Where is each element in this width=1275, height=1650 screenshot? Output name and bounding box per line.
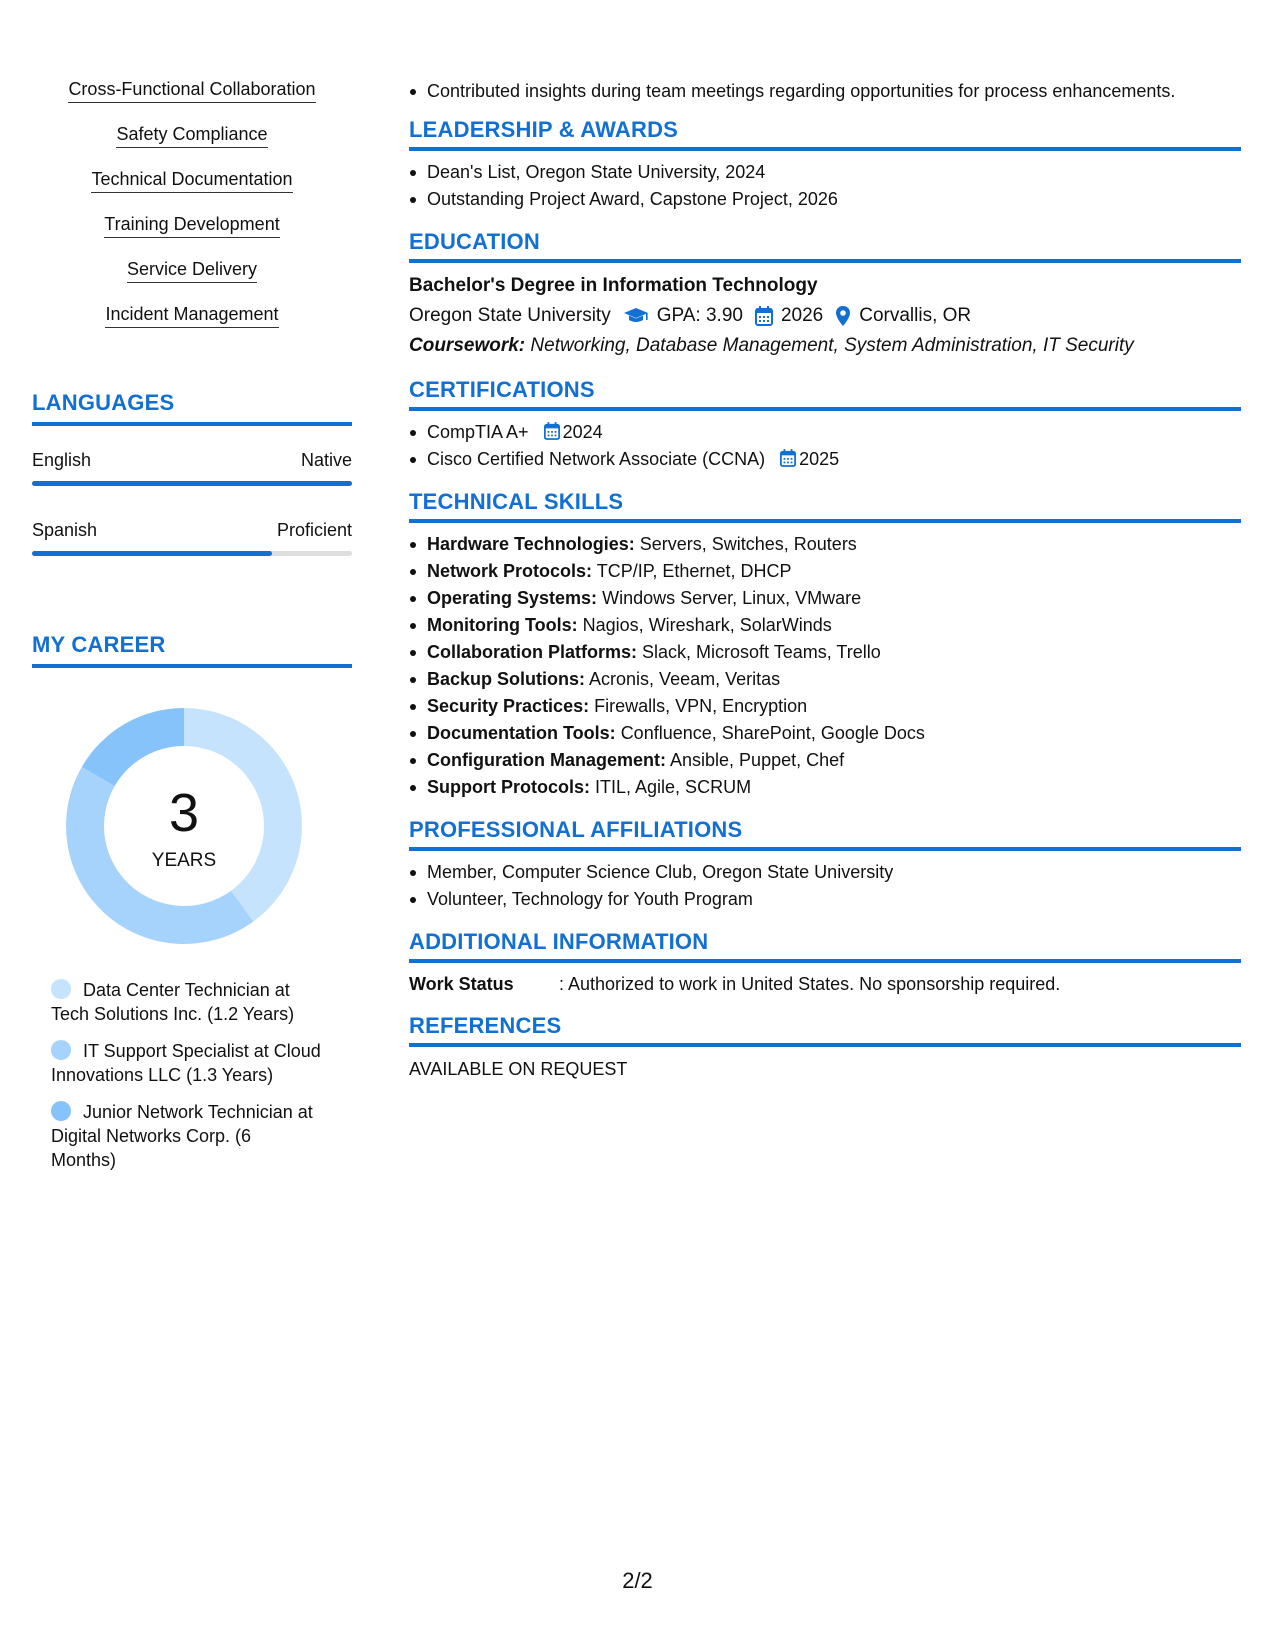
certification-item (409, 446, 1241, 473)
technical-skill-label: Operating Systems: (427, 588, 598, 608)
leadership-heading: LEADERSHIP & AWARDS (409, 117, 1241, 151)
legend-label: IT Support Specialist at Cloud Innovations LLC (1.3 Years) (51, 1041, 321, 1085)
gpa: GPA: 3.90 (656, 305, 743, 326)
work-status-label: Work Status (409, 974, 514, 994)
certification-year: 2024 (562, 422, 603, 442)
language-proficiency-fill (32, 481, 352, 486)
technical-skills-heading: TECHNICAL SKILLS (409, 489, 1241, 523)
technical-skill-label: Configuration Management: (427, 750, 666, 770)
technical-skill-item (409, 693, 1241, 720)
calendar-icon (544, 422, 560, 440)
graduation-cap-icon (623, 307, 649, 325)
certification-item (409, 419, 1241, 446)
language-proficiency-bar (32, 481, 352, 486)
technical-skill-value: TCP/IP, Ethernet, DHCP (596, 561, 792, 581)
certification-name: CompTIA A+ (427, 422, 529, 442)
certifications-heading: CERTIFICATIONS (409, 377, 1241, 411)
skill-item: Service Delivery (127, 258, 257, 283)
technical-skill-value: Acronis, Veeam, Veritas (589, 669, 781, 689)
skill-row (32, 258, 352, 303)
references-heading: REFERENCES (409, 1013, 1241, 1047)
work-status-row (409, 971, 1241, 997)
career-donut-chart (64, 706, 304, 946)
affiliations-heading: PROFESSIONAL AFFILIATIONS (409, 817, 1241, 851)
certification-name: Cisco Certified Network Associate (CCNA) (427, 449, 766, 469)
legend-item (51, 1039, 321, 1087)
skill-item: Technical Documentation (91, 168, 292, 193)
affiliations-list (409, 859, 1241, 913)
certifications-list (409, 419, 1241, 473)
leadership-item: Dean's List, Oregon State University, 2024 (409, 159, 1241, 186)
technical-skill-value: Firewalls, VPN, Encryption (594, 696, 808, 716)
language-spanish (32, 520, 352, 556)
skills-list (32, 78, 352, 348)
coursework (409, 331, 1241, 361)
work-status-value: : Authorized to work in United States. No sponsorship required. (559, 974, 1061, 994)
technical-skill-item (409, 531, 1241, 558)
leadership-list (409, 159, 1241, 213)
career-total-unit: YEARS (151, 850, 217, 871)
affiliation-item: Member, Computer Science Club, Oregon State University (409, 859, 1241, 886)
legend-label: Data Center Technician at Tech Solutions Inc. (1.2 Years) (51, 980, 295, 1024)
skill-row (32, 168, 352, 213)
technical-skill-label: Documentation Tools: (427, 723, 616, 743)
skill-item: Training Development (104, 213, 279, 238)
technical-skill-label: Security Practices: (427, 696, 590, 716)
coursework-list: Networking, Database Management, System Administration, IT Security (530, 335, 1134, 356)
donut-segment (82, 708, 184, 786)
education-heading: EDUCATION (409, 229, 1241, 263)
language-proficiency-fill (32, 551, 272, 556)
legend-dot (51, 979, 71, 999)
certification-year: 2025 (799, 449, 840, 469)
languages-heading: LANGUAGES (32, 390, 352, 426)
career-legend (51, 978, 321, 1185)
additional-info-heading: ADDITIONAL INFORMATION (409, 929, 1241, 963)
technical-skill-item (409, 666, 1241, 693)
language-proficiency-bar (32, 551, 352, 556)
technical-skill-value: Slack, Microsoft Teams, Trello (642, 642, 881, 662)
location-pin-icon (835, 305, 851, 327)
legend-label: Junior Network Technician at Digital Networks Corp. (6 Months) (51, 1102, 313, 1170)
right-column (409, 78, 1241, 1083)
school-name: Oregon State University (409, 305, 611, 326)
left-column (32, 78, 352, 1170)
experience-bullet: Contributed insights during team meetings regarding opportunities for process enhancements. (409, 78, 1241, 105)
career-total-number: 3 (168, 783, 200, 843)
technical-skill-item (409, 774, 1241, 801)
technical-skill-value: Windows Server, Linux, VMware (602, 588, 862, 608)
affiliation-item: Volunteer, Technology for Youth Program (409, 886, 1241, 913)
degree-title: Bachelor's Degree in Information Technology (409, 275, 818, 296)
technical-skill-value: Confluence, SharePoint, Google Docs (620, 723, 925, 743)
language-english (32, 450, 352, 486)
skill-item: Safety Compliance (116, 123, 267, 148)
skill-row (32, 123, 352, 168)
technical-skill-label: Support Protocols: (427, 777, 590, 797)
school-location: Corvallis, OR (859, 305, 972, 326)
technical-skill-item (409, 612, 1241, 639)
legend-item (51, 1100, 321, 1172)
technical-skill-item (409, 585, 1241, 612)
page-number: 2/2 (622, 1568, 653, 1593)
donut-segment (184, 708, 302, 921)
legend-dot (51, 1040, 71, 1060)
language-name: English (32, 450, 92, 470)
language-level: Proficient (276, 520, 352, 540)
technical-skill-item (409, 558, 1241, 585)
technical-skill-item (409, 639, 1241, 666)
career-heading: MY CAREER (32, 632, 352, 668)
technical-skills-list (409, 531, 1241, 801)
education-details (409, 301, 1241, 331)
legend-item (51, 978, 321, 1026)
skill-row (32, 303, 352, 348)
technical-skill-label: Backup Solutions: (427, 669, 586, 689)
calendar-icon (755, 306, 773, 326)
calendar-icon (780, 449, 796, 467)
technical-skill-item (409, 720, 1241, 747)
technical-skill-item (409, 747, 1241, 774)
skill-row (32, 78, 352, 123)
coursework-label: Coursework: (409, 335, 526, 356)
technical-skill-label: Network Protocols: (427, 561, 593, 581)
technical-skill-value: Servers, Switches, Routers (639, 534, 857, 554)
language-level: Native (300, 450, 352, 470)
skill-item: Incident Management (105, 303, 278, 328)
leadership-item: Outstanding Project Award, Capstone Project, 2026 (409, 186, 1241, 213)
experience-bullets (409, 78, 1241, 105)
skill-row (32, 213, 352, 258)
technical-skill-value: Nagios, Wireshark, SolarWinds (582, 615, 832, 635)
graduation-year: 2026 (780, 305, 824, 326)
language-name: Spanish (32, 520, 98, 540)
technical-skill-label: Monitoring Tools: (427, 615, 578, 635)
technical-skill-label: Collaboration Platforms: (427, 642, 638, 662)
skill-item: Cross-Functional Collaboration (68, 78, 315, 103)
technical-skill-value: Ansible, Puppet, Chef (670, 750, 845, 770)
technical-skill-value: ITIL, Agile, SCRUM (595, 777, 752, 797)
references-text: AVAILABLE ON REQUEST (409, 1059, 628, 1079)
legend-dot (51, 1101, 71, 1121)
technical-skill-label: Hardware Technologies: (427, 534, 635, 554)
